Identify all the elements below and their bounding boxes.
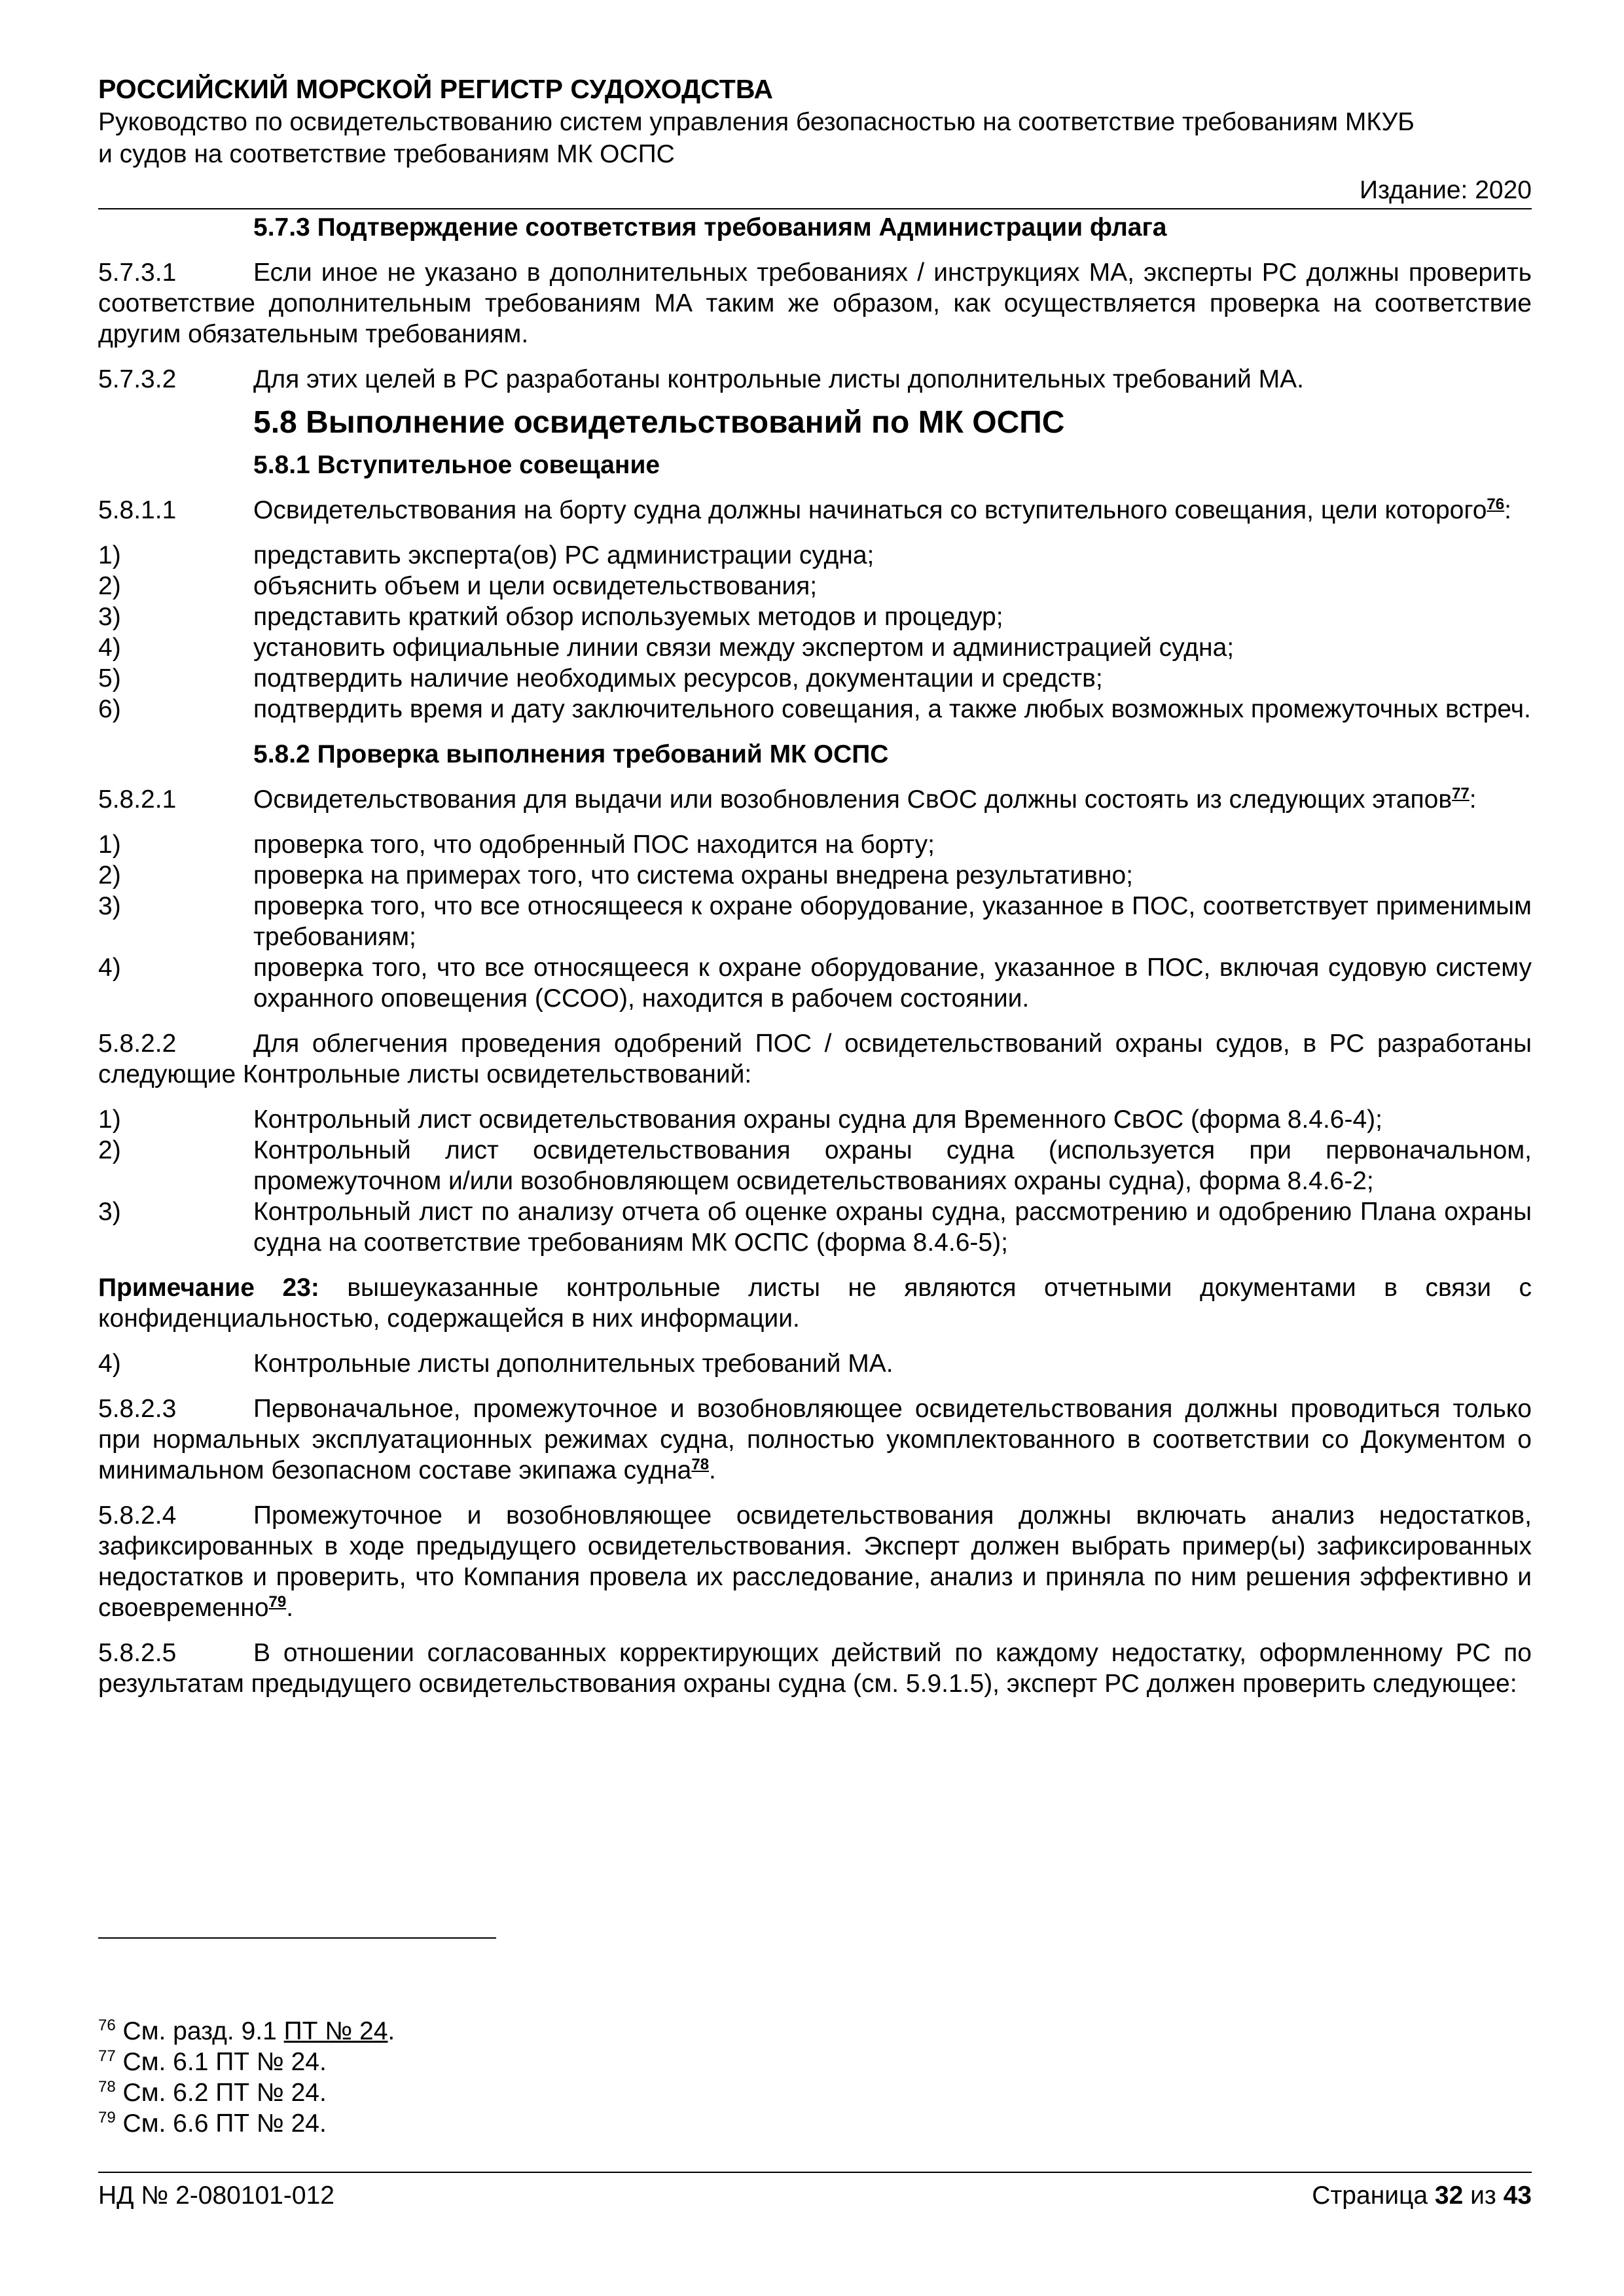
footnote-ref-76[interactable]: 76 <box>1487 495 1505 513</box>
paragraph-text: Первоначальное, промежуточное и возобновляющее освидетельствования должны проводиться только при нормальных эксплуатационных режимах судна, полностью укомплектованного в соответствии со Документом о минимальном безопасном составе экипажа судна <box>98 1395 1532 1484</box>
note-label: Примечание 23: <box>98 1274 319 1302</box>
footnote-tail: . <box>388 2017 395 2045</box>
list-item <box>98 952 1532 1014</box>
paragraph-tail: . <box>709 1456 716 1484</box>
list-item-text: объяснить объем и цели освидетельствования; <box>253 572 818 600</box>
footnote-78 <box>98 2077 395 2108</box>
footnote-ref-79[interactable]: 79 <box>268 1593 287 1611</box>
document-subtitle-line1: Руководство по освидетельствованию систем управления безопасностью на соответствие требованиям МКУБ <box>98 108 1415 136</box>
list-item <box>98 663 1532 694</box>
page-of: из <box>1463 2181 1504 2210</box>
footnote-number: 76 <box>98 2017 116 2034</box>
footnote-number: 77 <box>98 2047 116 2065</box>
footnote-77 <box>98 2047 395 2077</box>
paragraph-number: 5.8.2.4 <box>98 1501 177 1530</box>
list-item-text: подтвердить наличие необходимых ресурсов, документации и средств; <box>253 664 1103 692</box>
footnote-79 <box>98 2108 395 2139</box>
footnote-number: 78 <box>98 2078 116 2096</box>
paragraph-number: 5.8.2.1 <box>98 785 177 814</box>
list-item-number: 4) <box>98 634 121 662</box>
paragraph-number: 5.7.3.2 <box>98 365 177 393</box>
header-divider <box>98 208 1532 209</box>
paragraph-text: Для облегчения проведения одобрений ПОС / освидетельствований охраны судов, в РС разработаны следующие Контрольные листы освидетельствований: <box>98 1030 1532 1088</box>
paragraph-5-8-2-1 <box>98 784 1532 815</box>
paragraph-tail: . <box>286 1594 294 1622</box>
list-item <box>98 1196 1532 1258</box>
list-item <box>98 860 1532 891</box>
paragraph-number: 5.8.2.2 <box>98 1030 177 1058</box>
paragraph-text: Если иное не указано в дополнительных требованиях / инструкциях МА, эксперты РС должны проверить соответствие дополнительным требованиям МА таким же образом, как осуществляется проверка на соответствие другим обязательным требованиям. <box>98 259 1532 348</box>
list-item <box>98 632 1532 663</box>
list-item-text: Контрольный лист по анализу отчета об оценке охраны судна, рассмотрению и одобрению Плана охраны судна на соответствие требованиям МК ОСПС (форма 8.4.6-5); <box>253 1198 1532 1257</box>
footer-divider <box>98 2172 1532 2173</box>
paragraph-tail: : <box>1504 496 1511 524</box>
list-item <box>98 694 1532 725</box>
paragraph-text: В отношении согласованных корректирующих действий по каждому недостатку, оформленному РС по результатам предыдущего освидетельствования охраны судна (см. 5.9.1.5), эксперт РС должен проверить следующее: <box>98 1639 1532 1698</box>
paragraph-number: 5.8.2.5 <box>98 1639 177 1667</box>
paragraph-5-8-2-2 <box>98 1028 1532 1090</box>
list-item-text: проверка на примерах того, что система охраны внедрена результативно; <box>253 861 1133 889</box>
list-item-number: 2) <box>98 861 121 889</box>
note-text: вышеуказанные контрольные листы не являются отчетными документами в связи с конфиденциальностью, содержащейся в них информации. <box>98 1274 1532 1333</box>
list-item-number: 1) <box>98 541 121 569</box>
page-indicator <box>1312 2179 1532 2212</box>
paragraph-number: 5.8.1.1 <box>98 496 177 524</box>
footnote-link[interactable]: ПТ № 24 <box>283 2017 388 2045</box>
page-prefix: Страница <box>1312 2181 1435 2210</box>
paragraph-text: Освидетельствования на борту судна должны начинаться со вступительного совещания, цели которого <box>253 496 1487 524</box>
list-item-number: 5) <box>98 664 121 692</box>
list-item-number: 3) <box>98 1198 121 1226</box>
paragraph-number: 5.8.2.3 <box>98 1395 177 1423</box>
list-item <box>98 601 1532 632</box>
paragraph-number: 5.7.3.1 <box>98 259 177 287</box>
list-item-text: проверка того, что все относящееся к охране оборудование, указанное в ПОС, соответствует применимым требованиям; <box>253 892 1532 951</box>
list-item-text: установить официальные линии связи между экспертом и администрацией судна; <box>253 634 1235 662</box>
paragraph-5-7-3-1 <box>98 257 1532 350</box>
list-item <box>98 891 1532 952</box>
list-item-text: подтвердить время и дату заключительного совещания, а также любых возможных промежуточных встреч. <box>253 695 1531 723</box>
list-item-text: представить краткий обзор используемых методов и процедур; <box>253 603 1003 631</box>
list-item-number: 6) <box>98 695 121 723</box>
edition-label: Издание: 2020 <box>1360 176 1532 204</box>
list-item-number: 3) <box>98 603 121 631</box>
list-item <box>98 1348 1532 1379</box>
paragraph-text: Промежуточное и возобновляющее освидетельствования должны включать анализ недостатков, зафиксированных в ходе предыдущего освидетельствования. Эксперт должен выбрать пример(ы) зафиксированных недостатков и проверить, что Компания провела их расследование, анализ и приняла по ним решения эффективно и своевременно <box>98 1501 1532 1622</box>
list-5-8-2-2-continued <box>98 1348 1532 1379</box>
page-current: 32 <box>1434 2181 1464 2210</box>
list-item <box>98 540 1532 571</box>
list-5-8-2-2 <box>98 1104 1532 1258</box>
footnote-separator <box>98 1937 496 1939</box>
footnote-text: См. разд. 9.1 <box>115 2017 284 2045</box>
list-item-number: 4) <box>98 1350 121 1378</box>
document-subtitle-line2: и судов на соответствие требованиям МК ОСПС <box>98 140 675 168</box>
list-item <box>98 1135 1532 1196</box>
page-total: 43 <box>1503 2181 1532 2210</box>
paragraph-text: Для этих целей в РС разработаны контрольные листы дополнительных требований МА. <box>253 365 1304 393</box>
list-item-text: Контрольные листы дополнительных требований МА. <box>253 1350 893 1378</box>
note-23 <box>98 1272 1532 1334</box>
list-5-8-2-1 <box>98 829 1532 1014</box>
footnote-ref-77[interactable]: 77 <box>1452 785 1470 802</box>
footnote-number: 79 <box>98 2109 116 2126</box>
paragraph-5-7-3-2 <box>98 364 1532 395</box>
heading-5-8-1: 5.8.1 Вступительное совещание <box>253 451 660 479</box>
list-item-number: 2) <box>98 572 121 600</box>
list-item-number: 4) <box>98 954 121 982</box>
organization-title: РОССИЙСКИЙ МОРСКОЙ РЕГИСТР СУДОХОДСТВА <box>98 74 774 104</box>
list-item-text: Контрольный лист освидетельствования охраны судна (используется при первоначальном, промежуточном и/или возобновляющем освидетельствованиях охраны судна), форма 8.4.6-2; <box>253 1136 1532 1195</box>
paragraph-5-8-2-4 <box>98 1500 1532 1623</box>
page-footer <box>98 2179 1532 2212</box>
paragraph-text: Освидетельствования для выдачи или возобновления СвОС должны состоять из следующих этапов <box>253 785 1453 814</box>
list-5-8-1-1 <box>98 540 1532 725</box>
paragraph-5-8-1-1 <box>98 495 1532 526</box>
paragraph-tail: : <box>1469 785 1477 814</box>
list-item-number: 3) <box>98 892 121 920</box>
list-item <box>98 571 1532 601</box>
document-page <box>98 72 1532 1699</box>
list-item-number: 1) <box>98 1105 121 1134</box>
list-item-number: 2) <box>98 1136 121 1164</box>
footnote-text: См. 6.2 ПТ № 24. <box>115 2079 327 2107</box>
list-item-text: проверка того, что все относящееся к охране оборудование, указанное в ПОС, включая судовую систему охранного оповещения (ССОО), находится в рабочем состоянии. <box>253 954 1532 1013</box>
paragraph-5-8-2-5 <box>98 1638 1532 1699</box>
footnote-76 <box>98 2016 395 2047</box>
document-number: НД № 2-080101-012 <box>98 2181 334 2210</box>
footnote-text: См. 6.6 ПТ № 24. <box>115 2109 327 2138</box>
paragraph-5-8-2-3 <box>98 1393 1532 1486</box>
list-item <box>98 829 1532 860</box>
list-item <box>98 1104 1532 1135</box>
list-item-number: 1) <box>98 831 121 859</box>
list-item-text: Контрольный лист освидетельствования охраны судна для Временного СвОС (форма 8.4.6-4); <box>253 1105 1382 1134</box>
document-body <box>98 212 1532 1699</box>
footnotes <box>98 2016 395 2139</box>
footnote-ref-78[interactable]: 78 <box>691 1456 710 1473</box>
list-item-text: представить эксперта(ов) РС администрации судна; <box>253 541 875 569</box>
list-item-text: проверка того, что одобренный ПОС находится на борту; <box>253 831 935 859</box>
heading-5-8-2: 5.8.2 Проверка выполнения требований МК ОСПС <box>253 740 889 768</box>
footnote-text: См. 6.1 ПТ № 24. <box>115 2048 327 2076</box>
heading-5-8: 5.8 Выполнение освидетельствований по МК ОСПС <box>253 405 1065 440</box>
heading-5-7-3: 5.7.3 Подтверждение соответствия требованиям Администрации флага <box>253 213 1167 242</box>
